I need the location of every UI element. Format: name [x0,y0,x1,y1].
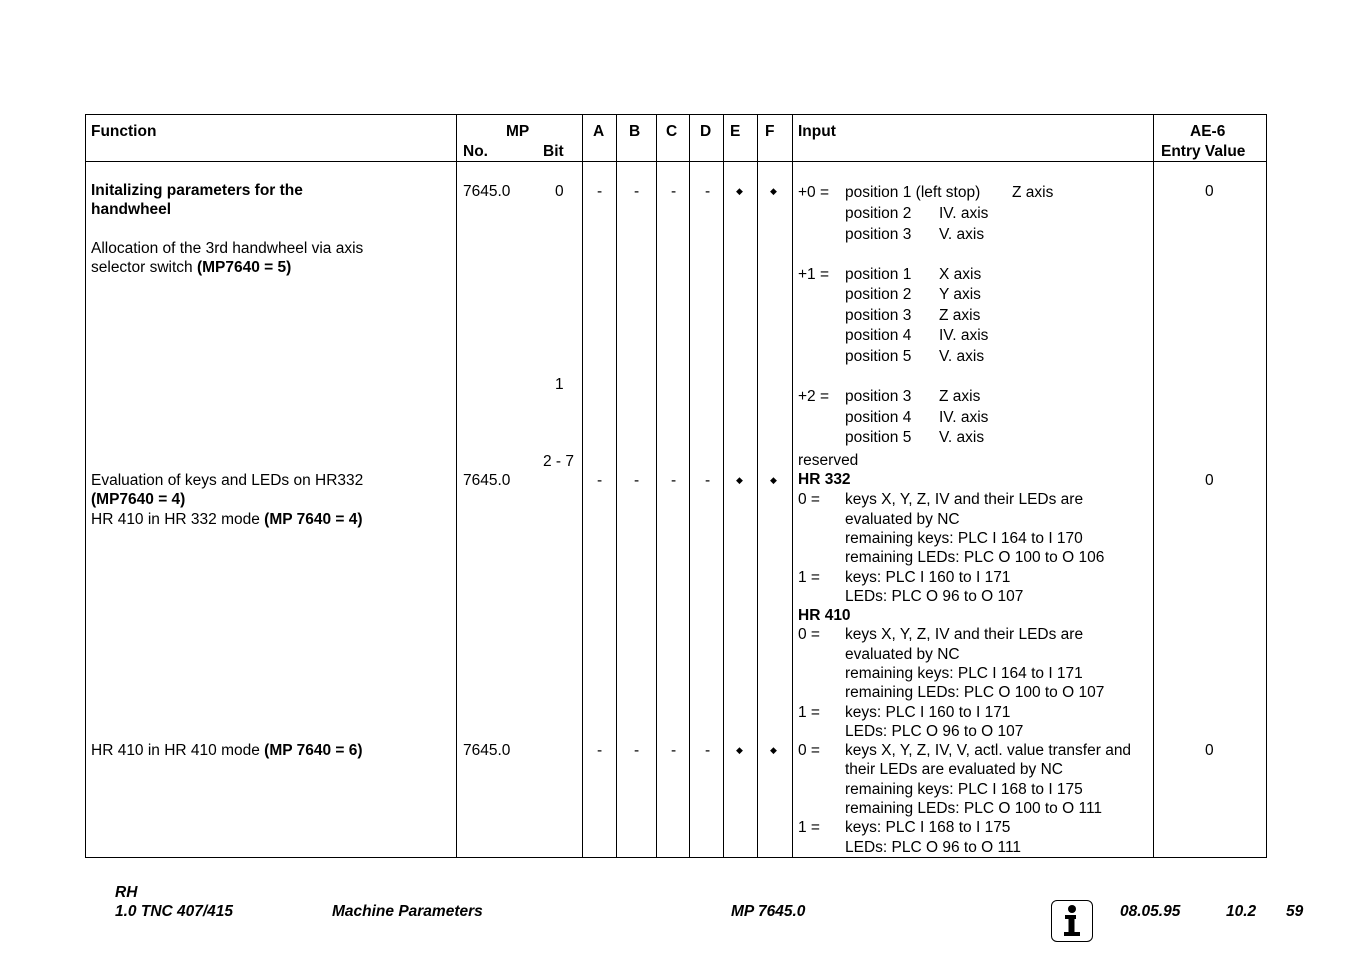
col-border-right [1266,114,1267,858]
hr410-410-mp-ref: (MP 7640 = 6) [264,742,363,759]
section1-bit0: 0 [555,183,564,200]
header-col-a: A [593,123,605,140]
s1-v1-l3-axis: Z axis [939,307,981,324]
s2-b0-l4: remaining LEDs: PLC O 100 to O 107 [845,684,1105,701]
col-border-left [85,114,86,858]
s2-a0-l1: keys X, Y, Z, IV and their LEDs are [845,491,1084,508]
section2-entry-value: 0 [1205,472,1214,489]
info-icon [1051,900,1093,942]
section3-col-c: - [671,742,677,759]
section1-col-b: - [634,183,640,200]
section3-entry-value: 0 [1205,742,1214,759]
hr410-332-text: HR 410 in HR 332 mode [91,511,265,528]
s1-v1-l2-axis: Y axis [939,286,981,303]
header-function: Function [91,123,157,140]
s1-v0-l1: position 1 (left stop) [845,184,981,201]
s2-a0-l3: remaining keys: PLC I 164 to I 170 [845,530,1083,547]
s2-a0-label: 0 = [798,491,820,508]
s1-v2-l2-axis: IV. axis [939,409,989,426]
s1-v1-l3: position 3 [845,307,912,324]
header-entry-value: Entry Value [1161,143,1246,160]
s3-c1-l2: LEDs: PLC O 96 to O 111 [845,839,1022,856]
section1-alloc-line1: Allocation of the 3rd handwheel via axis [91,240,364,257]
header-mp: MP [506,123,530,140]
header-ae6: AE-6 [1190,123,1226,140]
alloc-mp-ref: (MP7640 = 5) [196,259,292,276]
section3-col-b: - [634,742,640,759]
hr410-332-mp-ref: (MP 7640 = 4) [264,511,363,528]
footer-mp: MP 7645.0 [731,903,806,920]
s2-b1-l2: LEDs: PLC O 96 to O 107 [845,723,1024,740]
s2-a0-l2: evaluated by NC [845,511,960,528]
s1-v1-l4: position 4 [845,327,912,344]
section1-alloc-line2 [91,259,291,277]
section1-col-f-diamond: ◆ [770,186,777,196]
s1-v0-l2: position 2 [845,205,912,222]
header-bit: Bit [543,143,564,160]
col-border-c [656,114,657,858]
section2-col-a: - [597,472,603,489]
footer-version: 1.0 TNC 407/415 [115,903,234,920]
s3-c0-l3: remaining keys: PLC I 168 to I 175 [845,781,1083,798]
header-col-b: B [629,123,641,140]
header-no: No. [463,143,488,160]
col-border-f [757,114,758,858]
s1-v2-l1-axis: Z axis [939,388,981,405]
section1-entry-value: 0 [1205,183,1214,200]
s1-v2-l1: position 3 [845,388,912,405]
s2-b0-label: 0 = [798,626,820,643]
col-border-e [723,114,724,858]
s1-v2-l3-axis: V. axis [939,429,985,446]
s2-a1-l1: keys: PLC I 160 to I 171 [845,569,1011,586]
s3-c1-label: 1 = [798,819,820,836]
s1-v2-label: +2 = [798,388,830,405]
s3-c0-l1: keys X, Y, Z, IV, V, actl. value transfer and [845,742,1132,759]
s1-v0-l2-axis: IV. axis [939,205,989,222]
s1-v1-label: +1 = [798,266,830,283]
section3-col-d: - [705,742,711,759]
col-border-b [616,114,617,858]
s1-v2-l2: position 4 [845,409,912,426]
section2-col-c: - [671,472,677,489]
s2-hr410-heading: HR 410 [798,607,851,624]
section1-col-a: - [597,183,603,200]
header-col-c: C [666,123,678,140]
section1-col-d: - [705,183,711,200]
header-col-d: D [700,123,712,140]
header-col-f: F [765,123,775,140]
header-bottom-border [85,161,1267,162]
section3-col-f-diamond: ◆ [770,745,777,755]
section2-mp-no: 7645.0 [463,472,511,489]
s1-v2-l3: position 5 [845,429,912,446]
section2-line1: Evaluation of keys and LEDs on HR332 [91,472,364,489]
s2-b0-l1: keys X, Y, Z, IV and their LEDs are [845,626,1084,643]
section1-col-e-diamond: ◆ [736,186,743,196]
col-border-input [792,114,793,858]
s1-v0-label: +0 = [798,184,830,201]
section3-mp-no: 7645.0 [463,742,511,759]
s2-b1-l1: keys: PLC I 160 to I 171 [845,704,1011,721]
section2-col-d: - [705,472,711,489]
s2-b0-l2: evaluated by NC [845,646,960,663]
alloc-text: selector switch [91,259,197,276]
s3-c0-l4: remaining LEDs: PLC O 100 to O 111 [845,800,1103,817]
s1-v0-l3-axis: V. axis [939,226,985,243]
s2-a0-l4: remaining LEDs: PLC O 100 to O 106 [845,549,1105,566]
s2-b0-l3: remaining keys: PLC I 164 to I 171 [845,665,1083,682]
section2-line2: (MP7640 = 4) [91,491,186,508]
s1-v1-l4-axis: IV. axis [939,327,989,344]
footer-page: 59 [1286,903,1304,920]
footer-date: 08.05.95 [1120,903,1181,920]
section2-col-b: - [634,472,640,489]
section3-col-e-diamond: ◆ [736,745,743,755]
footer-rh: RH [115,884,138,901]
hr410-410-text: HR 410 in HR 410 mode [91,742,265,759]
s1-v0-l3: position 3 [845,226,912,243]
s3-c0-l2: their LEDs are evaluated by NC [845,761,1063,778]
header-col-e: E [730,123,741,140]
s3-c1-l1: keys: PLC I 168 to I 175 [845,819,1011,836]
col-border-d [689,114,690,858]
table-bottom-border [85,857,1267,858]
section3-line1 [91,742,363,760]
section2-line3 [91,511,363,529]
section1-bit1: 1 [555,376,564,393]
s1-v0-l1-axis: Z axis [1012,184,1054,201]
footer-title: Machine Parameters [332,903,483,920]
header-input: Input [798,123,836,140]
info-glyph [1057,904,1087,938]
s2-b1-label: 1 = [798,704,820,721]
s1-reserved: reserved [798,452,859,469]
section2-col-f-diamond: ◆ [770,475,777,485]
section3-col-a: - [597,742,603,759]
col-border-entry [1153,114,1154,858]
s1-v1-l5: position 5 [845,348,912,365]
s2-hr332-heading: HR 332 [798,471,851,488]
col-border-a [582,114,583,858]
section1-title-line2: handwheel [91,201,172,218]
section1-mp-no: 7645.0 [463,183,511,200]
col-border-mp [456,114,457,858]
s2-a1-l2: LEDs: PLC O 96 to O 107 [845,588,1024,605]
s1-v1-l5-axis: V. axis [939,348,985,365]
section1-col-c: - [671,183,677,200]
section1-bit2-7: 2 - 7 [543,453,575,470]
section2-col-e-diamond: ◆ [736,475,743,485]
s1-v1-l1: position 1 [845,266,912,283]
s1-v1-l2: position 2 [845,286,912,303]
s1-v1-l1-axis: X axis [939,266,982,283]
s3-c0-label: 0 = [798,742,820,759]
footer-section: 10.2 [1226,903,1257,920]
table-top-border [85,114,1267,115]
s2-a1-label: 1 = [798,569,820,586]
section1-title-line1: Initalizing parameters for the [91,182,303,199]
